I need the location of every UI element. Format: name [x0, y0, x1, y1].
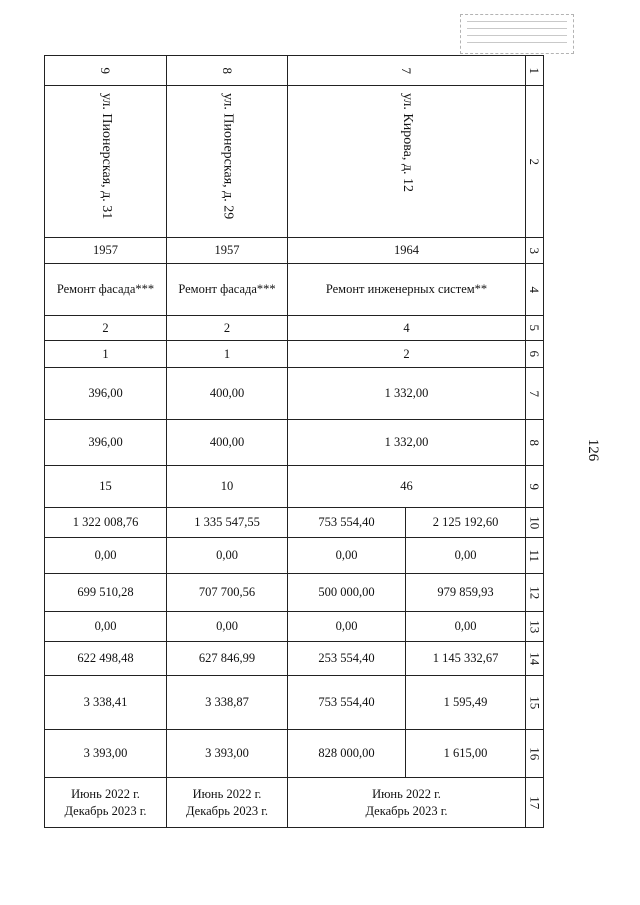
table-cell: 500 000,00: [288, 574, 406, 612]
page-number: 126: [585, 438, 601, 462]
year-cell: 1964: [288, 238, 526, 264]
stamp-mark: [460, 14, 574, 54]
table-cell: 46: [288, 466, 526, 508]
row-number: 15: [526, 676, 544, 730]
table-cell: 3 338,87: [167, 676, 288, 730]
table-cell: 3 393,00: [167, 730, 288, 778]
table-row: [45, 676, 544, 730]
table-cell: 699 510,28: [45, 574, 167, 612]
table-cell: 622 498,48: [45, 642, 167, 676]
row-number: 5: [526, 316, 544, 341]
table-row: [45, 341, 544, 368]
work-type-cell: Ремонт фасада***: [167, 264, 288, 316]
column-number: 8: [167, 56, 288, 86]
row-number: 16: [526, 730, 544, 778]
table-cell: 0,00: [45, 612, 167, 642]
period-cell: Июнь 2022 г. Декабрь 2023 г.: [45, 778, 167, 828]
table-cell: 1 322 008,76: [45, 508, 167, 538]
table-cell: 2 125 192,60: [406, 508, 526, 538]
year-cell: 1957: [167, 238, 288, 264]
table-cell: 0,00: [167, 538, 288, 574]
table-row: [45, 56, 544, 86]
row-number: 7: [526, 368, 544, 420]
table-row: [45, 730, 544, 778]
table-cell: 0,00: [406, 538, 526, 574]
table-cell: 15: [45, 466, 167, 508]
column-number: 9: [45, 56, 167, 86]
table-cell: 400,00: [167, 368, 288, 420]
table-cell: 1 595,49: [406, 676, 526, 730]
work-type-cell: Ремонт инженерных систем**: [288, 264, 526, 316]
row-number: 11: [526, 538, 544, 574]
row-number: 1: [526, 56, 544, 86]
table-row: [45, 466, 544, 508]
table-cell: 979 859,93: [406, 574, 526, 612]
table-row: [45, 574, 544, 612]
work-type-cell: Ремонт фасада***: [45, 264, 167, 316]
table-row: [45, 508, 544, 538]
address-cell: ул. Пионерская, д. 29: [167, 86, 288, 238]
row-number: 4: [526, 264, 544, 316]
row-number: 8: [526, 420, 544, 466]
table-cell: 1 615,00: [406, 730, 526, 778]
column-number: 7: [288, 56, 526, 86]
table-cell: 0,00: [288, 612, 406, 642]
table-row: [45, 642, 544, 676]
table-cell: 2: [45, 316, 167, 341]
table-cell: 0,00: [406, 612, 526, 642]
table-row: [45, 238, 544, 264]
housing-repair-table: [44, 55, 544, 828]
row-number: 14: [526, 642, 544, 676]
table-row: [45, 316, 544, 341]
table-cell: 707 700,56: [167, 574, 288, 612]
row-number: 10: [526, 508, 544, 538]
table-cell: 828 000,00: [288, 730, 406, 778]
row-number: 17: [526, 778, 544, 828]
table-cell: 2: [167, 316, 288, 341]
table-cell: 1 145 332,67: [406, 642, 526, 676]
row-number: 2: [526, 86, 544, 238]
year-cell: 1957: [45, 238, 167, 264]
table-cell: 3 338,41: [45, 676, 167, 730]
table-cell: 253 554,40: [288, 642, 406, 676]
table-cell: 400,00: [167, 420, 288, 466]
table-cell: 753 554,40: [288, 508, 406, 538]
table-cell: 4: [288, 316, 526, 341]
address-cell: ул. Кирова, д. 12: [288, 86, 526, 238]
table-row: [45, 420, 544, 466]
table-cell: 2: [288, 341, 526, 368]
table-cell: 753 554,40: [288, 676, 406, 730]
row-number: 9: [526, 466, 544, 508]
table-cell: 1 332,00: [288, 420, 526, 466]
table-cell: 0,00: [45, 538, 167, 574]
table-cell: 1 335 547,55: [167, 508, 288, 538]
table-row: [45, 538, 544, 574]
table-cell: 396,00: [45, 420, 167, 466]
table-cell: 1: [45, 341, 167, 368]
table-row: [45, 368, 544, 420]
table-row: [45, 612, 544, 642]
period-cell: Июнь 2022 г. Декабрь 2023 г.: [167, 778, 288, 828]
table-cell: 1 332,00: [288, 368, 526, 420]
table-row: [45, 264, 544, 316]
row-number: 13: [526, 612, 544, 642]
table-cell: 0,00: [167, 612, 288, 642]
address-cell: ул. Пионерская, д. 31: [45, 86, 167, 238]
period-cell: Июнь 2022 г. Декабрь 2023 г.: [288, 778, 526, 828]
row-number: 3: [526, 238, 544, 264]
table-cell: 627 846,99: [167, 642, 288, 676]
table-cell: 3 393,00: [45, 730, 167, 778]
table-row: [45, 86, 544, 238]
table-row: [45, 778, 544, 828]
table-cell: 0,00: [288, 538, 406, 574]
table-cell: 10: [167, 466, 288, 508]
row-number: 12: [526, 574, 544, 612]
table-cell: 396,00: [45, 368, 167, 420]
table-cell: 1: [167, 341, 288, 368]
row-number: 6: [526, 341, 544, 368]
